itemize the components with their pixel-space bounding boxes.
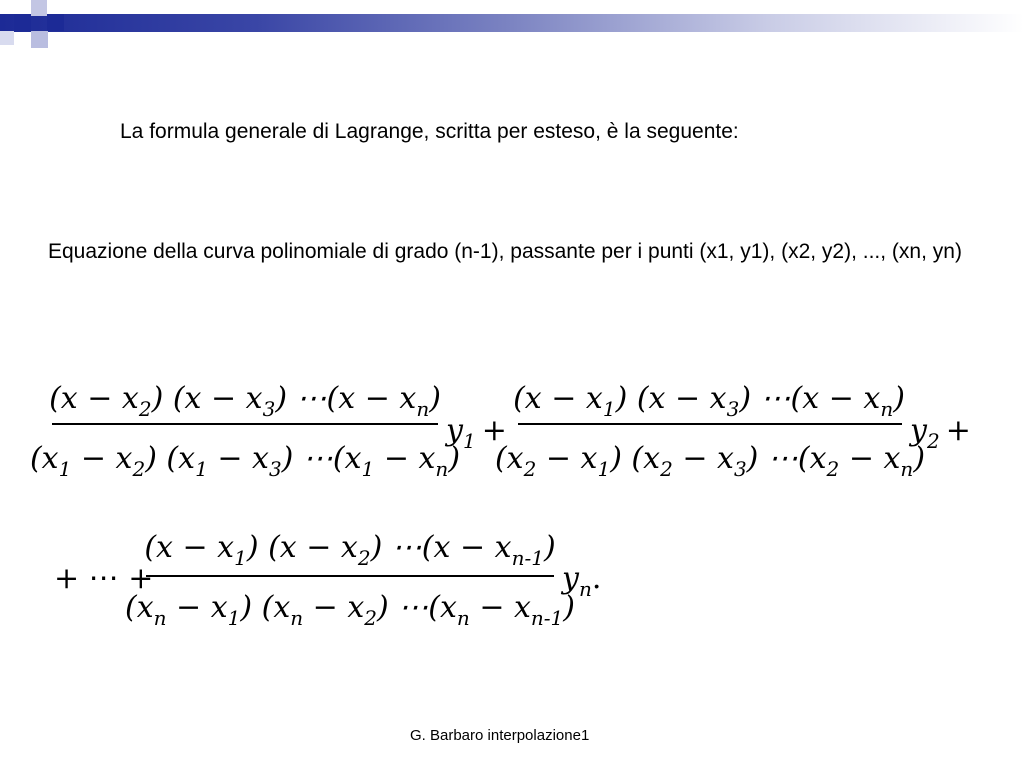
term3-lead-ellipsis: + ⋯ + [54, 561, 154, 596]
term2-denominator: $(x_2 - x_1) (x_2 - x_3)$ $\cdots(x_2 - x_n)$ [494, 441, 926, 481]
footer-page-number: 1 [580, 727, 590, 744]
term1-y: $y_1$ + [446, 413, 507, 453]
term1-denominator: $(x_1 - x_2) (x_1 - x_3)$ $\cdots(x_1 - x_n)$ [29, 441, 461, 481]
term2-numerator: $(x - x_1)$ $(x - x_3)$ ⋯(x − $x_n$) [513, 381, 905, 421]
footer-author: G. Barbaro interpolazione [410, 727, 581, 744]
slide-footer [410, 727, 589, 744]
slide-description: Equazione della curva polinomiale di grado (n-1), passante per i punti (x1, y1), (x2, y2), ..., (xn, yn) [48, 240, 962, 263]
term1-numerator: $(x - x_2)$ $(x - x_3)$ ⋯(x − $x_n$) [49, 381, 441, 421]
term3-y: $y_n$. [562, 561, 602, 601]
term3-numerator: $(x - x_1)$ $(x - x_2)$ ⋯(x − $x_{n-1}$) [144, 530, 556, 570]
term2-y: $y_2$ + [910, 413, 971, 453]
slide-heading: La formula generale di Lagrange, scritta per esteso, è la seguente: [120, 120, 739, 143]
term3-denominator: $(x_n - x_1) (x_n - x_2)$ $\cdots(x_n - x_{n-1})$ [124, 590, 576, 630]
